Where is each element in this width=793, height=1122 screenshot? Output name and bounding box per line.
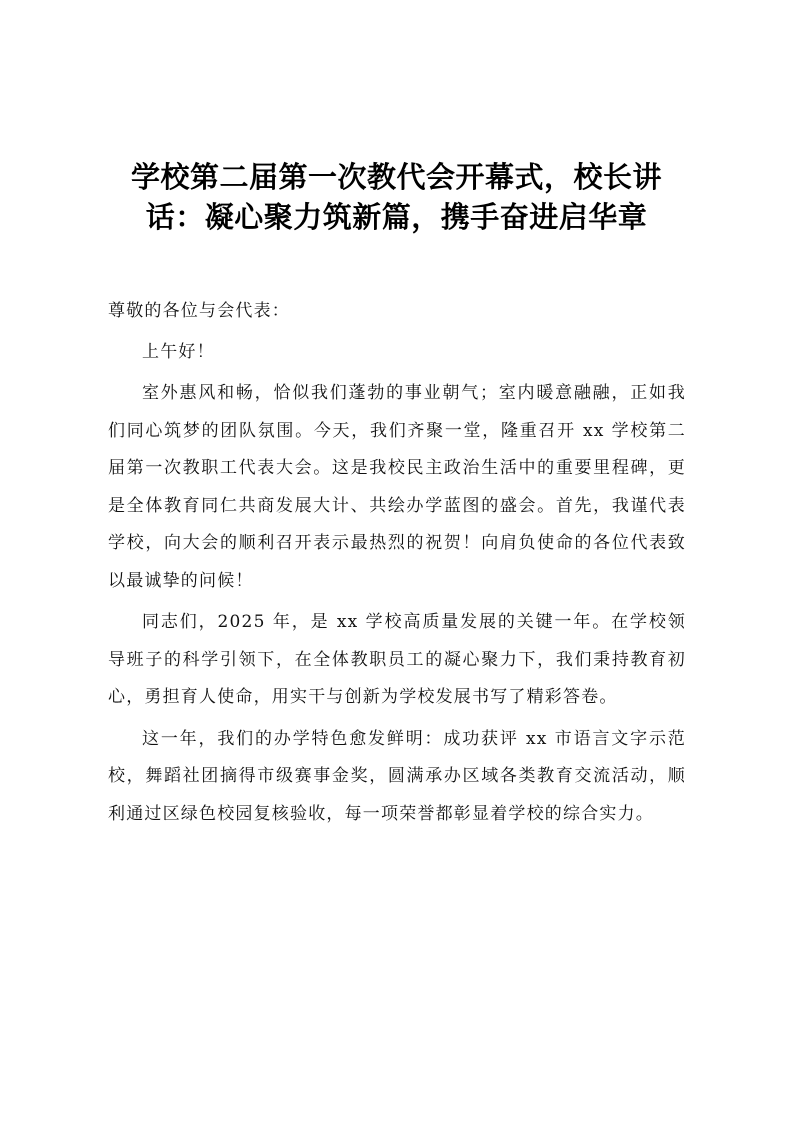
paragraph-achievements: 这一年，我们的办学特色愈发鲜明：成功获评 xx 市语言文字示范校，舞蹈社团摘得市级赛事金奖，圆满承办区域各类教育交流活动，顺利通过区绿色校园复核验收，每一项荣誉都彰显着学校的综合实力。 — [108, 728, 686, 824]
document-body — [108, 293, 686, 833]
document-title — [100, 157, 693, 237]
title-line-2: 话：凝心聚力筑新篇，携手奋进启华章 — [145, 200, 648, 234]
salutation: 尊敬的各位与会代表： — [108, 301, 290, 321]
paragraph-opening: 室外惠风和畅，恰似我们蓬勃的事业朝气；室内暖意融融，正如我们同心筑梦的团队氛围。今天，我们齐聚一堂，隆重召开 xx 学校第二届第一次教职工代表大会。这是我校民主政治生活中的重要里程碑，更是全体教育同仁共商发展大计、共绘办学蓝图的盛会。首先，我谨代表学校，向大会的顺利召开表示最热烈的祝贺！向肩负使命的各位代表致以最诚挚的问候！ — [108, 383, 686, 591]
title-line-1: 学校第二届第一次教代会开幕式，校长讲 — [130, 160, 662, 194]
paragraph-greeting: 上午好！ — [142, 341, 215, 362]
paragraph-year-review: 同志们，2025 年，是 xx 学校高质量发展的关键一年。在学校领导班子的科学引领下，在全体教职员工的凝心聚力下，我们秉持教育初心，勇担育人使命，用实干与创新为学校发展书写了精彩答卷。 — [108, 612, 686, 707]
